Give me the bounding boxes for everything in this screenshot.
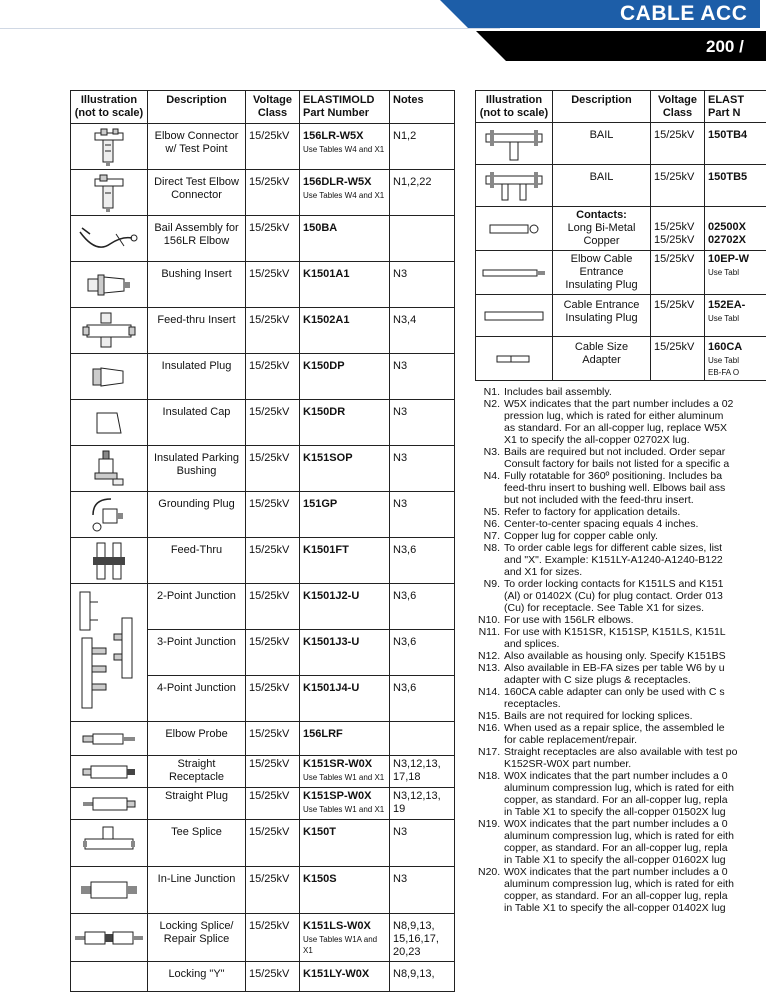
note-item [478, 746, 778, 770]
row-description: Locking "Y" [148, 962, 246, 992]
note-line: To order locking contacts for K151LS and K151 [504, 578, 724, 590]
note-id: N2. [483, 398, 500, 410]
note-line: in Table X1 to specify the all-copper 01602X lug [504, 854, 726, 866]
table-row [71, 584, 455, 630]
note-line: copper, as standard. For an all-copper lug, repla [504, 890, 728, 902]
note-id: N14. [478, 686, 501, 698]
notes-list [478, 386, 778, 914]
note-line: (Al) or 01402X (Cu) for plug contact. Order 013 [504, 590, 723, 602]
note-line: Bails are required but not included. Order separ [504, 446, 726, 458]
table-row [476, 251, 766, 295]
bushing-insert-icon [71, 262, 148, 308]
note-id: N7. [483, 530, 500, 542]
row-notes: N3 [390, 400, 455, 446]
table-row [71, 262, 455, 308]
row-voltage: 15/25kV [246, 676, 300, 722]
note-text [504, 518, 744, 530]
row-part-number: K1501FT [303, 544, 349, 556]
table-row [71, 914, 455, 962]
note-item [478, 770, 778, 818]
row-part-number: 10EP-W [708, 253, 749, 265]
row-notes: N3,12,13, 19 [390, 788, 455, 820]
note-item [478, 722, 778, 746]
row-voltage: 15/25kV [246, 400, 300, 446]
table-row [71, 308, 455, 354]
row-part-number: 152EA- [708, 299, 746, 311]
row-part-number: K1502A1 [303, 314, 350, 326]
note-text [504, 506, 744, 518]
note-item [478, 506, 778, 518]
row-notes [390, 216, 455, 262]
insulated-cap-icon [71, 400, 148, 446]
note-line: copper, as standard. For an all-copper lug, repla [504, 794, 728, 806]
note-item [478, 650, 778, 662]
row-description: Insulated Cap [148, 400, 246, 446]
note-line: Straight receptacles are also available with test po [504, 746, 738, 758]
row-voltage: 15/25kV [651, 165, 705, 207]
note-id: N9. [483, 578, 500, 590]
note-line: and "X". Example: K151LY-A1240-A1240-B122 [504, 554, 723, 566]
note-line: Fully rotatable for 360º positioning. Includes ba [504, 470, 723, 482]
note-id: N18. [478, 770, 501, 782]
row-notes: N3 [390, 492, 455, 538]
table-row [71, 962, 455, 992]
note-line: Includes bail assembly. [504, 386, 612, 398]
table-row [476, 207, 766, 251]
note-line: in Table X1 to specify the all-copper 01502X lug [504, 806, 726, 818]
bail-assembly-icon [71, 216, 148, 262]
note-item [478, 518, 778, 530]
note-line: Bails are not required for locking splices. [504, 710, 693, 722]
row-notes: N3,6 [390, 584, 455, 630]
table-row [71, 400, 455, 446]
row-part-note: Use Tabl [708, 268, 739, 277]
row-part-number: 156LR-W5X [303, 130, 364, 142]
cable-entrance-elbow-icon [476, 251, 553, 295]
note-line: aluminum compression lug, which is rated for eith [504, 830, 734, 842]
row-voltage: 15/25kV [246, 867, 300, 914]
row-part-number: K150DP [303, 360, 345, 372]
row-notes: N3,6 [390, 676, 455, 722]
header-rule [0, 28, 500, 29]
row-part-note: Use Tables W4 and X1 [303, 145, 385, 154]
note-id: N19. [478, 818, 501, 830]
note-text [504, 722, 744, 746]
note-text [504, 530, 744, 542]
note-text [504, 866, 744, 914]
col-header-voltage: Voltage Class [651, 91, 705, 123]
table-row [71, 788, 455, 820]
note-line: and X1 for sizes. [504, 566, 583, 578]
row-description: Elbow Cable Entrance Insulating Plug [553, 251, 651, 295]
row-voltage: 15/25kV [654, 221, 695, 233]
straight-receptacle-icon [71, 756, 148, 788]
row-part-number: 156LRF [303, 728, 343, 740]
col-header-description: Description [148, 91, 246, 124]
note-line: 160CA cable adapter can only be used with C s [504, 686, 725, 698]
table-row [476, 165, 766, 207]
insulated-plug-icon [71, 354, 148, 400]
note-line: Consult factory for bails not listed for a specific a [504, 458, 730, 470]
note-line: Refer to factory for application details. [504, 506, 681, 518]
row-description: Direct Test Elbow Connector [148, 170, 246, 216]
row-part-number: 156DLR-W5X [303, 176, 372, 188]
row-voltage: 15/25kV [246, 820, 300, 867]
note-line: feed-thru insert to bushing well. Elbows bail ass [504, 482, 726, 494]
note-text [504, 650, 744, 662]
table-row [71, 867, 455, 914]
cable-size-adapter-icon [476, 337, 553, 381]
parking-bushing-icon [71, 446, 148, 492]
col-header-part-number: ELAST Part N [705, 91, 766, 123]
row-part-note: Use Tabl [708, 356, 739, 365]
table-row [71, 722, 455, 756]
note-line: (Cu) for receptacle. See Table X1 for sizes. [504, 602, 704, 614]
note-id: N12. [478, 650, 501, 662]
note-line: in Table X1 to specify the all-copper 01402X lug [504, 902, 726, 914]
note-text [504, 746, 744, 770]
note-text [504, 662, 744, 686]
note-text [504, 398, 744, 446]
note-line: aluminum compression lug, which is rated for eith [504, 878, 734, 890]
row-voltage: 15/25kV [651, 251, 705, 295]
note-id: N6. [483, 518, 500, 530]
note-line: W0X indicates that the part number includes a 0 [504, 818, 728, 830]
row-part-note: Use Tabl [708, 314, 739, 323]
note-id: N4. [483, 470, 500, 482]
row-notes: N3 [390, 446, 455, 492]
note-id: N16. [478, 722, 501, 734]
row-notes: N3,6 [390, 538, 455, 584]
row-description: Straight Receptacle [148, 756, 246, 788]
row-part-number: K150DR [303, 406, 346, 418]
row-voltage: 15/25kV [246, 722, 300, 756]
note-line: For use with 156LR elbows. [504, 614, 634, 626]
table-row [71, 446, 455, 492]
row-description: Insulated Plug [148, 354, 246, 400]
row-description: Locking Splice/ Repair Splice [148, 914, 246, 962]
note-line: adapter with C size plugs & receptacles. [504, 674, 691, 686]
note-id: N17. [478, 746, 501, 758]
note-item [478, 386, 778, 398]
cable-entrance-plug-icon [476, 295, 553, 337]
row-description: Cable Size Adapter [553, 337, 651, 381]
feed-thru-insert-icon [71, 308, 148, 354]
direct-test-elbow-icon [71, 170, 148, 216]
row-part-number: K151SOP [303, 452, 353, 464]
row-notes: N1,2 [390, 124, 455, 170]
note-line: receptacles. [504, 698, 561, 710]
row-notes [390, 722, 455, 756]
note-line: Copper lug for copper cable only. [504, 530, 658, 542]
row-part-note: Use Tables W1A and X1 [303, 935, 378, 955]
note-text [504, 614, 744, 626]
row-part-number: K151LS-W0X [303, 920, 371, 932]
page-subtitle: 200 / [706, 37, 744, 56]
note-line: X1 to specify the all-copper 02702X lug. [504, 434, 690, 446]
row-notes: N3 [390, 354, 455, 400]
col-header-illustration: Illustration (not to scale) [71, 91, 148, 124]
row-part-number: K150T [303, 826, 337, 838]
note-item [478, 470, 778, 506]
row-voltage: 15/25kV [246, 446, 300, 492]
row-description: Elbow Probe [148, 722, 246, 756]
col-header-voltage: Voltage Class [246, 91, 300, 124]
row-voltage: 15/25kV [246, 914, 300, 962]
note-item [478, 542, 778, 578]
row-description: Bushing Insert [148, 262, 246, 308]
note-line: Also available in EB-FA sizes per table W6 by u [504, 662, 725, 674]
table-row [71, 492, 455, 538]
note-line: To order cable legs for different cable sizes, list [504, 542, 723, 554]
row-voltage: 15/25kV [651, 123, 705, 165]
row-notes: N1,2,22 [390, 170, 455, 216]
elbow-probe-icon [71, 722, 148, 756]
table-row [71, 756, 455, 788]
row-notes: N3 [390, 820, 455, 867]
locking-y-icon [71, 962, 148, 992]
row-part-number: K151LY-W0X [303, 968, 370, 980]
note-text [504, 542, 744, 578]
note-item [478, 866, 778, 914]
row-part-number: 02500X [708, 221, 746, 233]
note-item [478, 398, 778, 446]
row-part-number-2: 02702X [708, 234, 746, 246]
note-line: pression lug, which is rated for either aluminum [504, 410, 724, 422]
row-part-note-2: EB-FA O [708, 368, 740, 377]
row-voltage: 15/25kV [246, 756, 300, 788]
note-item [478, 446, 778, 470]
row-part-number: K151SR-W0X [303, 758, 373, 770]
table-row [71, 820, 455, 867]
note-id: N20. [478, 866, 501, 878]
note-line: W0X indicates that the part number includes a 0 [504, 866, 728, 878]
note-id: N3. [483, 446, 500, 458]
note-line: K152SR-W0X part number. [504, 758, 632, 770]
row-voltage: 15/25kV [246, 216, 300, 262]
note-line: as standard. For an all-copper lug, replace W5X [504, 422, 727, 434]
note-line: W5X indicates that the part number includes a 02 [504, 398, 734, 410]
row-description: 4-Point Junction [148, 676, 246, 722]
row-notes: N3,12,13, 17,18 [390, 756, 455, 788]
row-part-number: K1501A1 [303, 268, 350, 280]
row-description: Bail Assembly for 156LR Elbow [148, 216, 246, 262]
locking-splice-icon [71, 914, 148, 962]
row-voltage: 15/25kV [246, 492, 300, 538]
junction-icon [71, 584, 148, 722]
note-id: N1. [483, 386, 500, 398]
row-part-number: K1501J3-U [303, 636, 360, 648]
col-header-part-number: ELASTIMOLD Part Number [300, 91, 390, 124]
note-line: for cable replacement/repair. [504, 734, 638, 746]
table-row [476, 123, 766, 165]
note-id: N10. [478, 614, 501, 626]
note-item [478, 626, 778, 650]
row-voltage: 15/25kV [651, 337, 705, 381]
row-voltage: 15/25kV [246, 538, 300, 584]
contact-icon [476, 207, 553, 251]
note-line: and splices. [504, 638, 560, 650]
in-line-junction-icon [71, 867, 148, 914]
row-notes: N3 [390, 867, 455, 914]
tee-splice-icon [71, 820, 148, 867]
row-notes: N3 [390, 262, 455, 308]
row-part-number: K1501J4-U [303, 682, 360, 694]
row-notes: N8,9,13, [390, 962, 455, 992]
row-description: Feed-thru Insert [148, 308, 246, 354]
note-text [504, 446, 744, 470]
row-voltage: 15/25kV [246, 962, 300, 992]
note-item [478, 818, 778, 866]
row-part-note: Use Tables W1 and X1 [303, 805, 385, 814]
row-part-number: K1501J2-U [303, 590, 360, 602]
note-text [504, 686, 744, 710]
note-id: N15. [478, 710, 501, 722]
note-text [504, 470, 744, 506]
row-description: Straight Plug [148, 788, 246, 820]
row-voltage: 15/25kV [246, 630, 300, 676]
note-item [478, 614, 778, 626]
row-part-note: Use Tables W1 and X1 [303, 773, 385, 782]
row-description: BAIL [553, 165, 651, 207]
note-id: N11. [478, 626, 500, 638]
table-row [476, 295, 766, 337]
col-header-description: Description [553, 91, 651, 123]
row-voltage: 15/25kV [246, 354, 300, 400]
note-item [478, 530, 778, 542]
row-part-number: 151GP [303, 498, 338, 510]
left-parts-table [70, 90, 455, 992]
page-title: CABLE ACC [620, 2, 748, 25]
note-line: W0X indicates that the part number includes a 0 [504, 770, 728, 782]
table-row [71, 216, 455, 262]
row-description: In-Line Junction [148, 867, 246, 914]
note-item [478, 578, 778, 614]
note-item [478, 686, 778, 710]
note-text [504, 578, 744, 614]
row-description: BAIL [553, 123, 651, 165]
row-voltage: 15/25kV [246, 788, 300, 820]
table-row [71, 170, 455, 216]
row-part-number: 160CA [708, 341, 743, 353]
row-description: 2-Point Junction [148, 584, 246, 630]
row-notes: N3,6 [390, 630, 455, 676]
row-description: Cable Entrance Insulating Plug [553, 295, 651, 337]
table-row [71, 354, 455, 400]
row-description-heading: Contacts: [576, 209, 627, 221]
row-voltage: 15/25kV [651, 295, 705, 337]
bail-tb5-icon [476, 165, 553, 207]
note-line: Center-to-center spacing equals 4 inches. [504, 518, 699, 530]
row-description: Feed-Thru [148, 538, 246, 584]
row-part-number: 150TB4 [708, 129, 748, 141]
row-voltage-2: 15/25kV [654, 234, 695, 246]
row-voltage: 15/25kV [246, 584, 300, 630]
note-line: copper, as standard. For an all-copper lug, repla [504, 842, 728, 854]
grounding-plug-icon [71, 492, 148, 538]
table-row [71, 538, 455, 584]
col-header-illustration: Illustration (not to scale) [476, 91, 553, 123]
note-id: N13. [478, 662, 501, 674]
col-header-notes: Notes [390, 91, 455, 124]
note-id: N8. [483, 542, 500, 554]
note-text [504, 818, 744, 866]
note-text [504, 710, 744, 722]
row-voltage: 15/25kV [246, 170, 300, 216]
row-description: Tee Splice [148, 820, 246, 867]
row-voltage: 15/25kV [246, 262, 300, 308]
note-id: N5. [483, 506, 500, 518]
row-voltage: 15/25kV [246, 124, 300, 170]
elbow-connector-icon [71, 124, 148, 170]
row-notes: N8,9,13, 15,16,17, 20,23 [390, 914, 455, 962]
bail-tb4-icon [476, 123, 553, 165]
table-row [71, 124, 455, 170]
note-item [478, 662, 778, 686]
feed-thru-icon [71, 538, 148, 584]
note-line: but not included with the feed-thru insert. [504, 494, 694, 506]
row-part-number: K150S [303, 873, 337, 885]
note-item [478, 710, 778, 722]
row-description: Elbow Connector w/ Test Point [148, 124, 246, 170]
row-part-note: Use Tables W4 and X1 [303, 191, 385, 200]
table-row [476, 337, 766, 381]
note-line: Also available as housing only. Specify K151BS [504, 650, 726, 662]
row-part-number: K151SP-W0X [303, 790, 372, 802]
right-parts-table [475, 90, 766, 381]
row-description: 3-Point Junction [148, 630, 246, 676]
note-text [504, 386, 744, 398]
row-description: Insulated Parking Bushing [148, 446, 246, 492]
note-text [504, 626, 744, 650]
note-text [504, 770, 744, 818]
row-description: Long Bi-Metal Copper [567, 222, 636, 247]
note-line: When used as a repair splice, the assembled le [504, 722, 725, 734]
row-description: Grounding Plug [148, 492, 246, 538]
row-part-number: 150BA [303, 222, 338, 234]
row-notes: N3,4 [390, 308, 455, 354]
straight-plug-icon [71, 788, 148, 820]
note-line: For use with K151SR, K151SP, K151LS, K151L [504, 626, 726, 638]
note-line: aluminum compression lug, which is rated for eith [504, 782, 734, 794]
row-part-number: 150TB5 [708, 171, 748, 183]
row-voltage: 15/25kV [246, 308, 300, 354]
